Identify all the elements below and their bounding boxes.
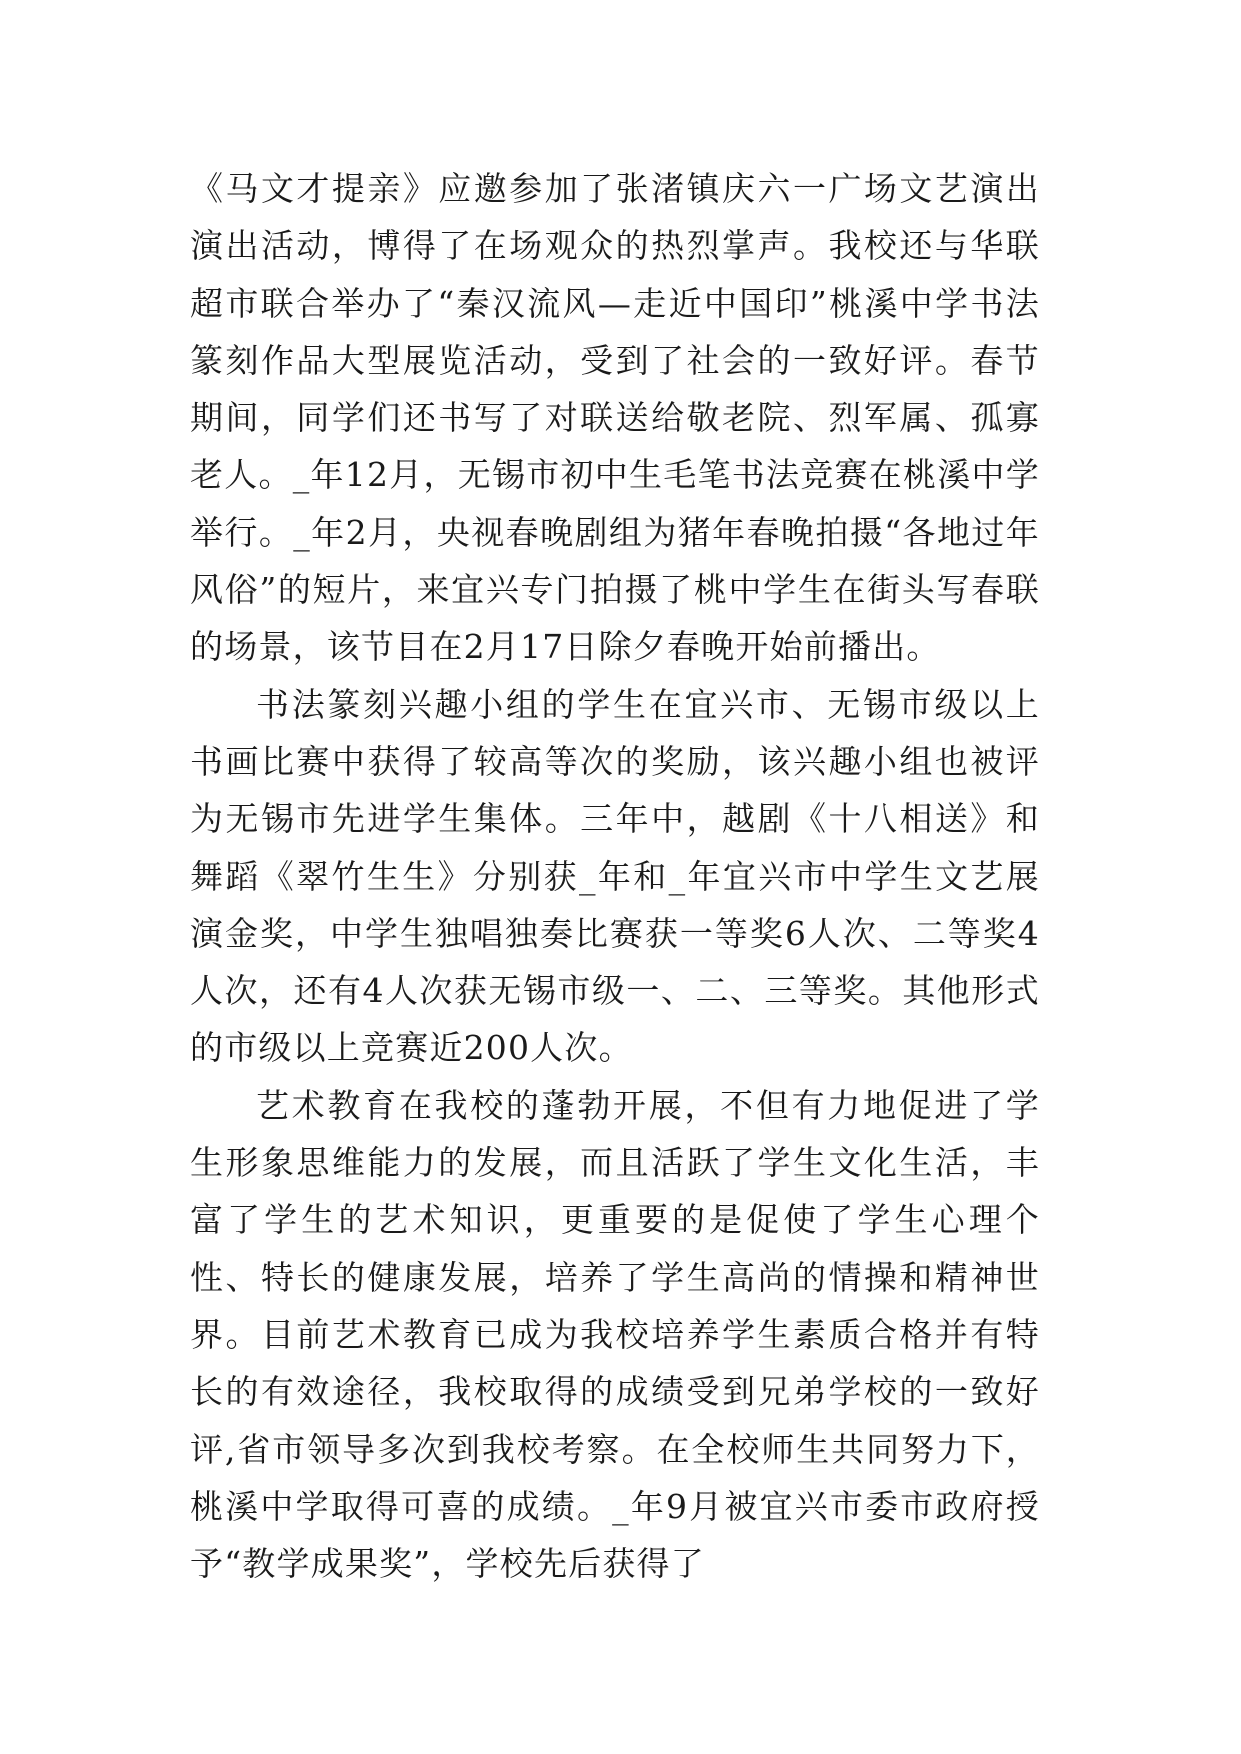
paragraph-1: 《马文才提亲》应邀参加了张渚镇庆六一广场文艺演出演出活动，博得了在场观众的热烈掌声。我校还与华联超市联合举办了“秦汉流风—走近中国印”桃溪中学书法篆刻作品大型展览活动，受到了社会的一致好评。春节期间，同学们还书写了对联送给敬老院、烈军属、孤寡老人。_年12月，无锡市初中生毛笔书法竞赛在桃溪中学举行。_年2月，央视春晚剧组为猪年春晚拍摄“各地过年风俗”的短片，来宜兴专门拍摄了桃中学生在街头写春联的场景，该节目在2月17日除夕春晚开始前播出。 — [190, 169, 1040, 667]
paragraph-2: 书法篆刻兴趣小组的学生在宜兴市、无锡市级以上书画比赛中获得了较高等次的奖励，该兴趣小组也被评为无锡市先进学生集体。三年中，越剧《十八相送》和舞蹈《翠竹生生》分别获_年和_年宜兴市中学生文艺展演金奖，中学生独唱独奏比赛获一等奖6人次、二等奖4人次，还有4人次获无锡市级一、二、三等奖。其他形式的市级以上竞赛近200人次。 — [190, 684, 1040, 1068]
paragraph-3: 艺术教育在我校的蓬勃开展，不但有力地促进了学生形象思维能力的发展，而且活跃了学生文化生活，丰富了学生的艺术知识，更重要的是促使了学生心理个性、特长的健康发展，培养了学生高尚的情操和精神世界。目前艺术教育已成为我校培养学生素质合格并有特长的有效途径，我校取得的成绩受到兄弟学校的一致好评,省市领导多次到我校考察。在全校师生共同努力下，桃溪中学取得可喜的成绩。_年9月被宜兴市委市政府授予“教学成果奖”，学校先后获得了 — [190, 1085, 1040, 1584]
document-page — [190, 160, 1040, 1592]
